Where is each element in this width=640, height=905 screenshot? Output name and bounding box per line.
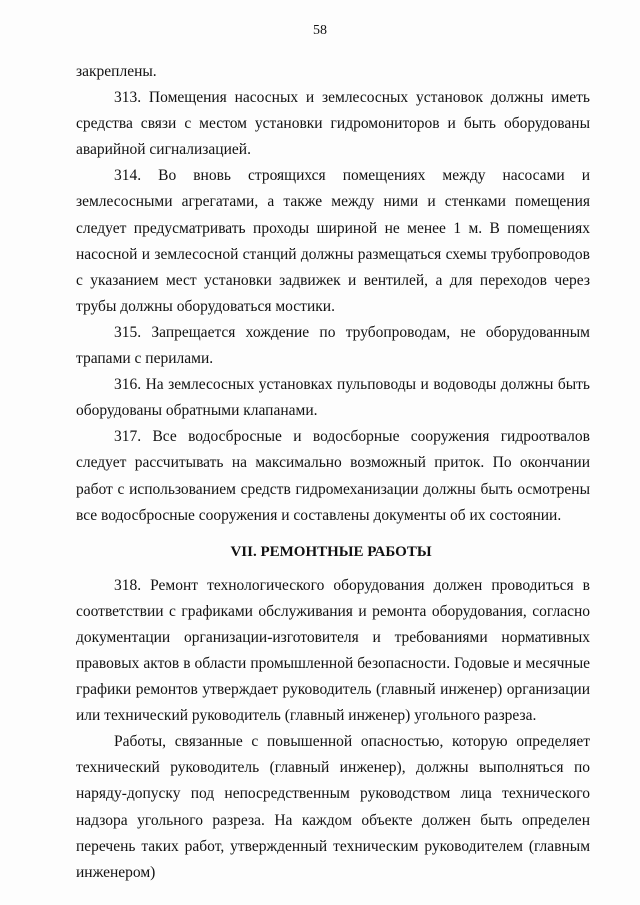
paragraph-continuation: закреплены. — [76, 63, 157, 80]
paragraph-317: 317. Все водосбросные и водосборные сооружения гидроотвалов следует рассчитывать на максимально возможный приток. По окончании работ с использованием средств гидромеханизации должны быть осмотрены все водосбросные сооружения и составлены документы об их состоянии. — [76, 428, 590, 524]
paragraph-316: 316. На землесосных установках пульповоды и водоводы должны быть оборудованы обратными клапанами. — [76, 376, 590, 420]
paragraph-318: 318. Ремонт технологического оборудования должен проводиться в соответствии с графиками обслуживания и ремонта оборудования, согласно документации организации-изготовителя и требованиями нормативных правовых актов в области промышленной безопасности. Годовые и месячные графики ремонтов утверждает руководитель (главный инженер) организации или технический руководитель (главный инженер) угольного разреза. — [76, 576, 590, 725]
section-heading: VII. РЕМОНТНЫЕ РАБОТЫ — [230, 543, 432, 560]
paragraph-hazardous-work: Работы, связанные с повышенной опасностью, которую определяет технический руководитель (главный инженер), должны выполняться по наряду-допуску под непосредственным руководством лица технического надзора угольного разреза. На каждом объекте должен быть определен перечень таких работ, утвержденный техническим руководителем (главным инженером) — [76, 733, 590, 881]
paragraph-314: 314. Во вновь строящихся помещениях между насосами и землесосными агрегатами, а также между ними и стенками помещения следует предусматривать проходы шириной не менее 1 м. В помещениях насосной и землесосной станций должны размещаться схемы трубопроводов с указанием мест установки задвижек и вентилей, а для переходов через трубы должны оборудоваться мостики. — [76, 167, 590, 315]
paragraph-313: 313. Помещения насосных и землесосных установок должны иметь средства связи с местом установки гидромониторов и быть оборудованы аварийной сигнализацией. — [76, 89, 590, 159]
page-number: 58 — [313, 23, 327, 38]
document-body — [76, 59, 590, 886]
paragraph-315: 315. Запрещается хождение по трубопроводам, не оборудованным трапами с перилами. — [76, 323, 590, 368]
